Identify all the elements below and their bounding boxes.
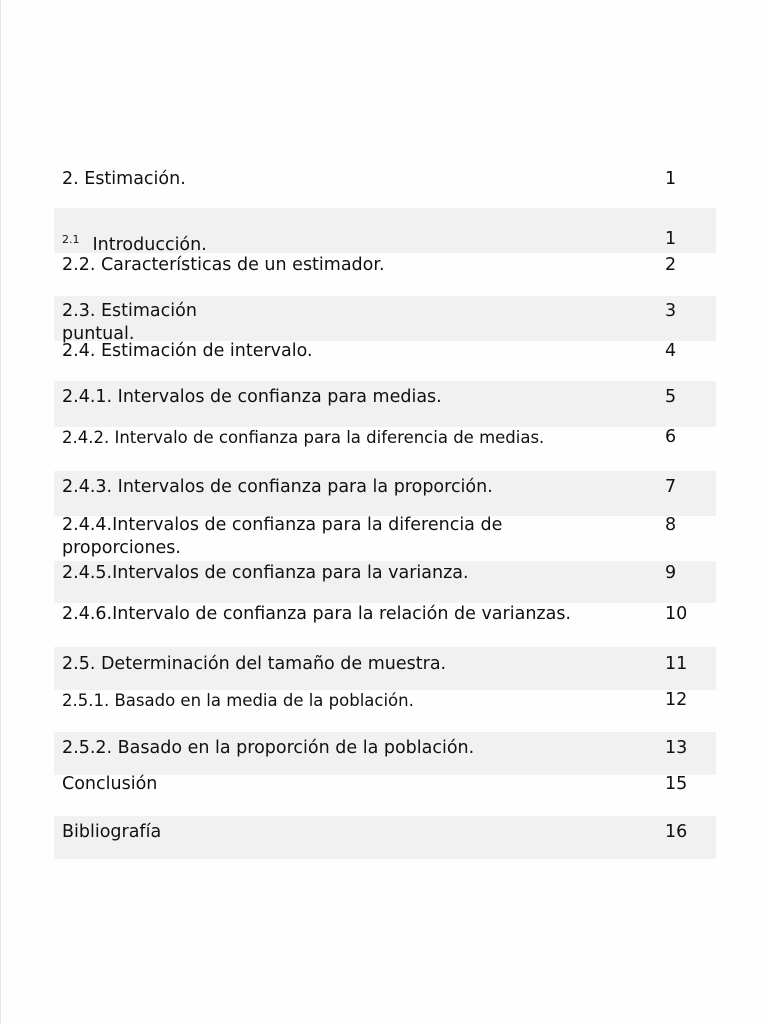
toc-entry-title: 2.5. Determinación del tamaño de muestra. (62, 654, 447, 674)
toc-page-number: 13 (665, 738, 688, 758)
toc-page-number: 9 (665, 563, 677, 583)
toc-entry-title: 2.4.6.Intervalo de confianza para la relación de varianzas. (62, 604, 571, 624)
toc-page-number: 15 (665, 774, 688, 794)
toc-entry-title: 2.4.3. Intervalos de confianza para la proporción. (62, 477, 493, 497)
toc-page-number: 12 (665, 690, 688, 710)
toc-entry-title: 2.4.2. Intervalo de confianza para la diferencia de medias. (62, 428, 545, 447)
toc-page-number: 2 (665, 255, 677, 275)
toc-page-number: 1 (665, 169, 677, 189)
toc-page-number: 10 (665, 604, 688, 624)
toc-entry-title: 2. Estimación. (62, 169, 186, 189)
toc-entry-title: 2.4.4.Intervalos de confianza para la diferencia de proporciones. (62, 515, 503, 558)
toc-entry-title: 2.5.1. Basado en la media de la población. (62, 691, 414, 710)
toc-page-number: 6 (665, 427, 677, 447)
toc-page-number: 7 (665, 477, 677, 497)
toc-entry-title (62, 228, 622, 257)
toc-entry-title: Conclusión (62, 774, 158, 794)
toc-entry-title: Bibliografía (62, 822, 162, 842)
toc-entry-title: 2.3. Estimación puntual. (62, 301, 197, 344)
toc-entry-title: 2.4.5.Intervalos de confianza para la varianza. (62, 563, 469, 583)
toc-page-number: 3 (665, 301, 677, 321)
toc-entry-title: 2.4.1. Intervalos de confianza para medias. (62, 387, 442, 407)
toc-entry-title: 2.5.2. Basado en la proporción de la población. (62, 738, 475, 758)
toc-page-number: 1 (665, 229, 677, 249)
toc-page-number: 4 (665, 341, 677, 361)
toc-page-number: 16 (665, 822, 688, 842)
toc-entry-title: 2.2. Características de un estimador. (62, 255, 385, 275)
toc-page-number: 5 (665, 387, 677, 407)
toc-entry-title: 2.4. Estimación de intervalo. (62, 341, 313, 361)
section-title: Introducción. (92, 235, 207, 255)
toc-page-number: 11 (665, 654, 688, 674)
toc-page-number: 8 (665, 515, 677, 535)
section-number: 2.1 (62, 233, 80, 246)
